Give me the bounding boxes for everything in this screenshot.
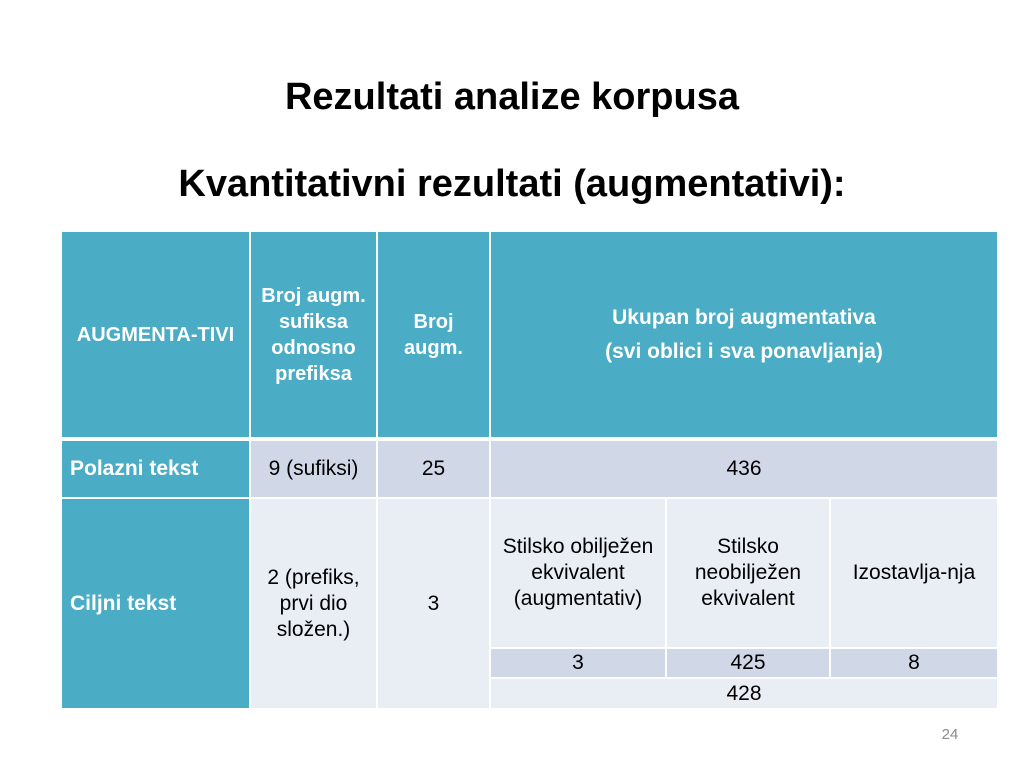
subheader-marked-equivalent: Stilsko obilježen ekvivalent (augmentativ) bbox=[490, 498, 666, 648]
source-affix-count: 9 (sufiksi) bbox=[250, 439, 377, 498]
results-table bbox=[60, 230, 999, 710]
row-label-target: Ciljni tekst bbox=[61, 498, 250, 709]
header-total-line1: Ukupan broj augmentativa bbox=[612, 305, 876, 329]
value-unmarked-equivalent: 425 bbox=[666, 648, 830, 678]
header-total bbox=[490, 231, 998, 439]
header-augm-count: Broj augm. bbox=[377, 231, 490, 439]
header-augmentativi: AUGMENTA-TIVI bbox=[61, 231, 250, 439]
slide-subtitle: Kvantitativni rezultati (augmentativi): bbox=[178, 163, 846, 205]
header-affix-count: Broj augm. sufiksa odnosno prefiksa bbox=[250, 231, 377, 439]
table-row-target bbox=[61, 498, 998, 648]
value-omissions: 8 bbox=[830, 648, 998, 678]
source-total: 436 bbox=[490, 439, 998, 498]
value-marked-equivalent: 3 bbox=[490, 648, 666, 678]
header-total-line2: (svi oblici i sva ponavljanja) bbox=[605, 339, 883, 363]
slide-title: Rezultati analize korpusa bbox=[284, 76, 739, 118]
target-total: 428 bbox=[490, 678, 998, 709]
target-augm-count: 3 bbox=[377, 498, 490, 709]
table-header-row bbox=[61, 231, 998, 439]
table-row-source bbox=[61, 439, 998, 498]
subheader-unmarked-equivalent: Stilsko neobilježen ekvivalent bbox=[666, 498, 830, 648]
row-label-source: Polazni tekst bbox=[61, 439, 250, 498]
page-number: 24 bbox=[941, 726, 959, 743]
target-affix-count: 2 (prefiks, prvi dio složen.) bbox=[250, 498, 377, 709]
subheader-omissions: Izostavlja-nja bbox=[830, 498, 998, 648]
source-augm-count: 25 bbox=[377, 439, 490, 498]
